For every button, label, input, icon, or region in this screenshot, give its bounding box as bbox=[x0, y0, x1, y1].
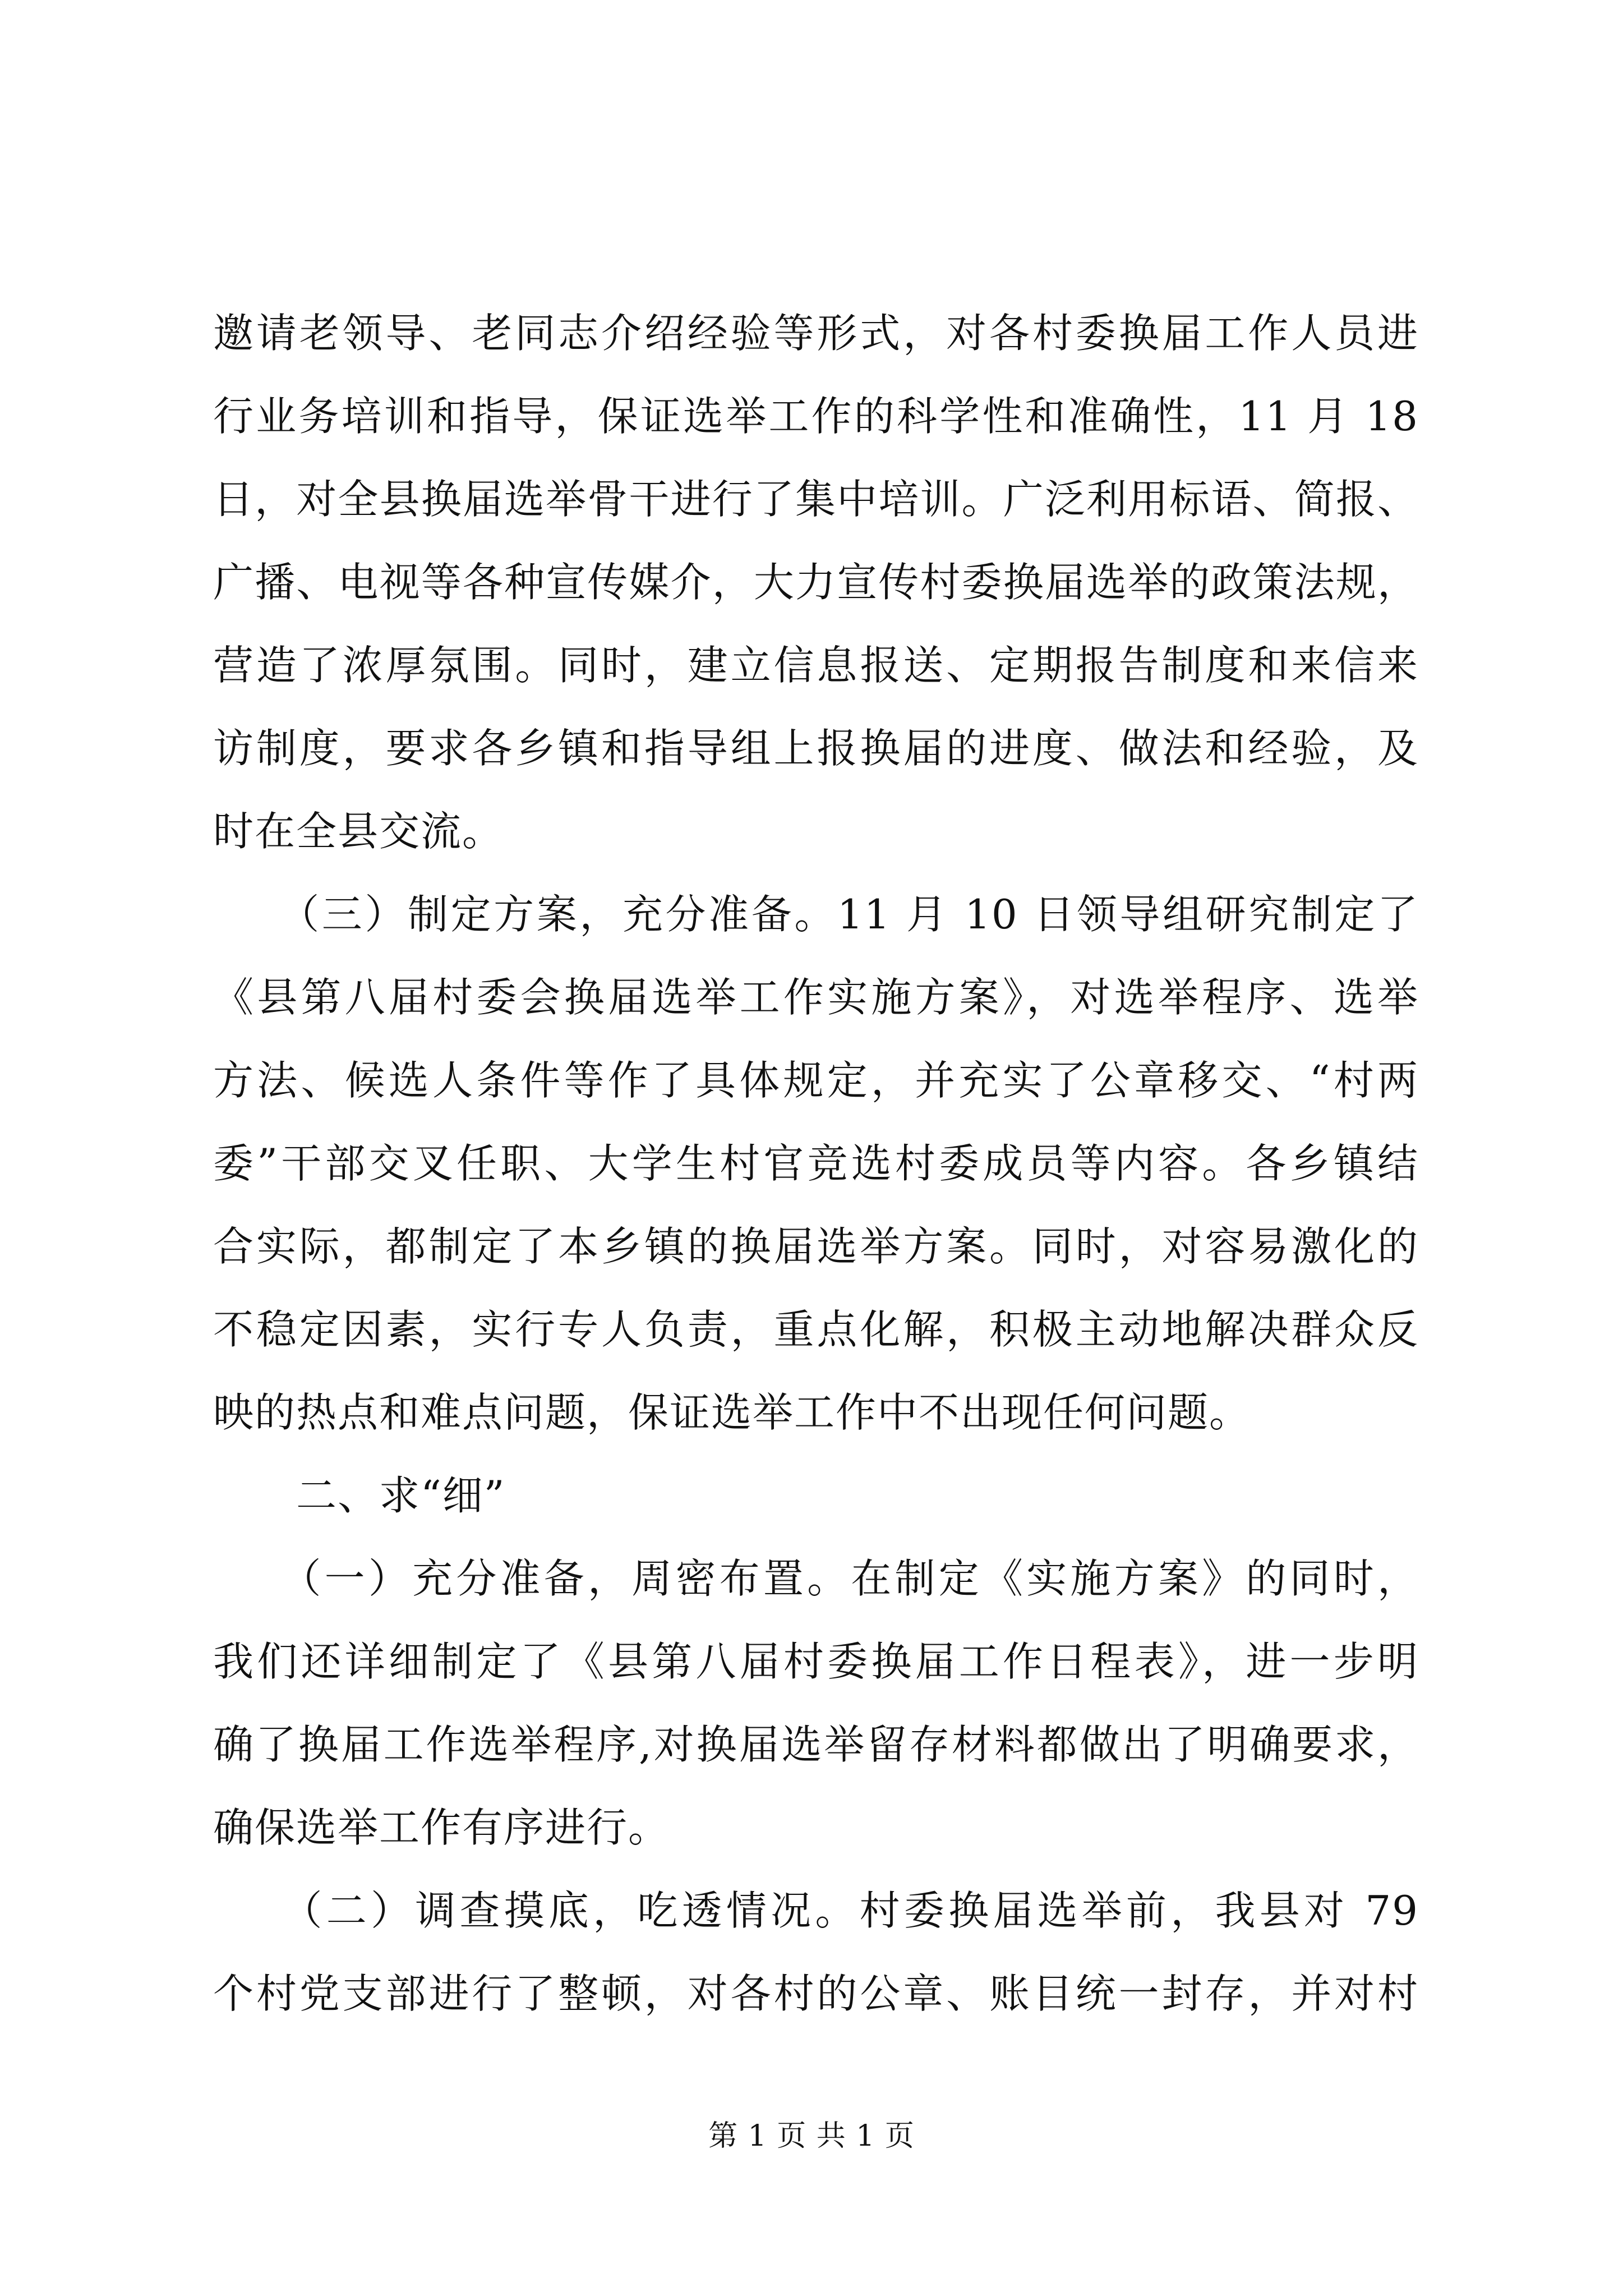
text-line: 营造了浓厚氛围。同时，建立信息报送、定期报告制度和来信来 bbox=[213, 642, 1419, 689]
text-line: 《县第八届村委会换届选举工作实施方案》，对选举程序、选举 bbox=[213, 974, 1419, 1021]
text-line: 映的热点和难点问题，保证选举工作中不出现任何问题。 bbox=[213, 1389, 1251, 1436]
section-heading: 二、求“细” bbox=[213, 1472, 506, 1519]
text-line: 个村党支部进行了整顿，对各村的公章、账目统一封存，并对村 bbox=[213, 1970, 1419, 2017]
text-line: 访制度，要求各乡镇和指导组上报换届的进度、做法和经验，及 bbox=[213, 725, 1419, 772]
document-body bbox=[213, 292, 1419, 2035]
text-line: 不稳定因素，实行专人负责，重点化解，积极主动地解决群众反 bbox=[213, 1306, 1419, 1353]
text-line: 我们还详细制定了《县第八届村委换届工作日程表》，进一步明 bbox=[213, 1638, 1419, 1685]
text-line: 委”干部交叉任职、大学生村官竞选村委成员等内容。各乡镇结 bbox=[213, 1140, 1419, 1187]
text-line: （三）制定方案，充分准备。11 月 10 日领导组研究制定了 bbox=[213, 891, 1419, 938]
text-line: 日，对全县换届选举骨干进行了集中培训。广泛利用标语、简报、 bbox=[213, 476, 1419, 523]
text-line: 邀请老领导、老同志介绍经验等形式，对各村委换届工作人员进 bbox=[213, 310, 1419, 357]
text-line: 合实际，都制定了本乡镇的换届选举方案。同时，对容易激化的 bbox=[213, 1223, 1419, 1270]
page-number-footer: 第 1 页 共 1 页 bbox=[708, 2119, 915, 2153]
text-line: （一）充分准备，周密布置。在制定《实施方案》的同时， bbox=[213, 1555, 1419, 1602]
text-line: 方法、候选人条件等作了具体规定，并充实了公章移交、“村两 bbox=[213, 1057, 1419, 1104]
text-line: 确保选举工作有序进行。 bbox=[213, 1804, 670, 1851]
text-line: 广播、电视等各种宣传媒介，大力宣传村委换届选举的政策法规， bbox=[213, 559, 1419, 606]
text-line: 行业务培训和指导，保证选举工作的科学性和准确性，11 月 18 bbox=[213, 393, 1419, 440]
text-line: 确了换届工作选举程序,对换届选举留存材料都做出了明确要求， bbox=[213, 1721, 1419, 1768]
text-line: （二）调查摸底，吃透情况。村委换届选举前，我县对 79 bbox=[213, 1887, 1419, 1934]
text-line: 时在全县交流。 bbox=[213, 808, 504, 855]
